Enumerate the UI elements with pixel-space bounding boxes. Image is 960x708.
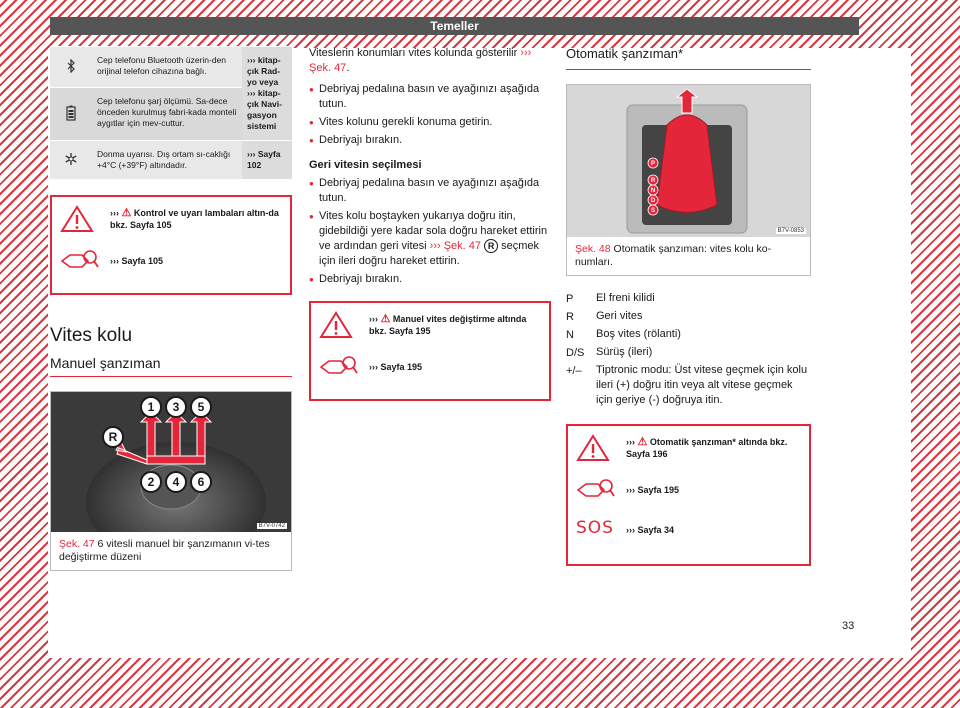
gear-label: 1 [147,400,155,414]
page-reference[interactable]: ››› Sayfa 34 [626,525,675,535]
warning-box [309,301,551,401]
indicator-table [50,46,292,179]
table-cell-text: Cep telefonu şarj ölçümü. Sa-dece önceden kurulmuş fabri-kada monteli aygıtlar için mev-cuttur. [92,88,242,141]
ref-arrow: ››› [626,437,638,447]
snowflake-icon [64,152,78,166]
bluetooth-icon [65,59,77,73]
table-row [50,47,292,88]
warning-box [50,195,292,295]
small-warning-icon: ⚠ [380,313,391,325]
warning-text[interactable]: Otomatik şanzıman* altında bkz. Sayfa 196 [626,437,788,459]
warning-triangle-icon [319,311,353,339]
ref-arrow: ››› [110,208,122,218]
warning-text[interactable]: Manuel vites değiştirme altında bkz. Sayfa 195 [369,314,527,336]
figure-code: B7V-0742 [258,523,285,529]
reverse-gear-heading: Geri vitesin seçilmesi [309,159,422,171]
gate-label: N [650,188,656,194]
figure-47 [50,391,292,571]
figure-caption: Şek. 47 6 vitesli manuel bir şanzımanın vi-tes değiştirme düzeni [59,538,270,563]
automatic-lever-image [567,85,810,237]
gate-label: R [650,178,656,184]
small-warning-icon: ⚠ [637,436,648,448]
battery-icon [66,105,76,121]
page-reference[interactable]: ››› Sayfa 195 [626,485,680,495]
tools-info-icon [60,247,100,273]
list-item: R Geri vites [566,310,643,323]
list-item: P El freni kilidi [566,292,655,305]
section-title: Otomatik şanzıman* [566,46,811,70]
table-cell-ref: ››› Sayfa 102 [242,141,292,180]
gear-shift-image [51,392,291,532]
figure-48 [566,84,811,276]
tools-info-icon [576,476,616,502]
section-title: Vites kolu [50,325,133,346]
list-item: ● Vites kolunu gerekli konuma getirin. [309,115,551,130]
list-item: N Boş vites (rölanti) [566,328,681,341]
gear-label: R [108,430,118,444]
warning-text[interactable]: Kontrol ve uyarı lambaları altın-da bkz. Sayfa 105 [110,208,279,230]
page-reference[interactable]: ››› Sayfa 105 [110,256,164,266]
column-2 [309,46,551,401]
small-warning-icon: ⚠ [121,207,132,219]
figure-link[interactable]: ››› Şek. 47 [429,240,482,252]
list-item: ● Debriyajı bırakın. [309,272,551,287]
gear-label: 3 [172,400,180,414]
list-item: ● Debriyaj pedalına basın ve ayağınızı aşağıda tutun. [309,176,551,206]
list-item: +/– Tiptronic modu: Üst vitese geçmek için kolu ileri (+) doğru itin veya alt vitese geçmek için geriye (-) doğruya itin. [566,364,808,406]
gear-label: 5 [197,400,205,414]
table-cell-ref: ››› kitap-çık Rad-yo veya ››› kitap-çık Navi-gasyon sistemi [242,47,292,141]
reverse-gear-symbol: R [484,239,498,253]
gear-pattern-illustration [51,392,291,532]
gear-label: 4 [172,475,180,489]
warning-triangle-icon [576,434,610,462]
table-row [50,141,292,180]
column-3 [566,46,811,566]
page-number: 33 [842,620,855,632]
intro-paragraph: Viteslerin konumları vites kolunda gösterilir ››› Şek. 47. [309,47,532,74]
gear-label: 6 [197,475,205,489]
sos-icon: SOS [576,518,614,538]
list-item: ● Debriyaj pedalına basın ve ayağınızı aşağıda tutun. [309,82,551,112]
warning-box [566,424,811,566]
tools-info-icon [319,353,359,379]
list-item: ● Debriyajı bırakın. [309,133,551,148]
column-1 [50,46,292,571]
warning-triangle-icon [60,205,94,233]
automatic-gear-illustration [567,85,810,237]
figure-caption: Şek. 48 Otomatik şanzıman: vites kolu ko-numları. [575,243,772,268]
gate-label: S [650,208,656,214]
figure-code: B7V-0853 [777,228,804,234]
list-item: ● Vites kolu boştayken yukarıya doğru itin, gidebildiği yere kadar sola doğru hareket ettirin ve ardından geri vitesi ››› Şek. 47 R seçmek için ileri doğru hareket ettirin. [309,209,551,269]
table-cell-text: Donma uyarısı. Dış ortam sı-caklığı +4°C (+39°F) altındadır. [92,141,242,180]
page-header: Temeller [50,17,859,35]
gear-legend [566,290,811,408]
table-cell-text: Cep telefonu Bluetooth üzerin-den orijinal telefon cihazına bağlı. [92,47,242,88]
gate-label: P [650,161,656,167]
list-item: D/S Sürüş (ileri) [566,346,653,359]
gate-label: D [650,198,656,204]
gear-label: 2 [147,475,155,489]
subsection-title: Manuel şanzıman [50,355,292,377]
ref-arrow: ››› [369,314,381,324]
page-reference[interactable]: ››› Sayfa 195 [369,362,423,372]
figure-link[interactable]: ››› Şek. 47 [309,47,532,74]
